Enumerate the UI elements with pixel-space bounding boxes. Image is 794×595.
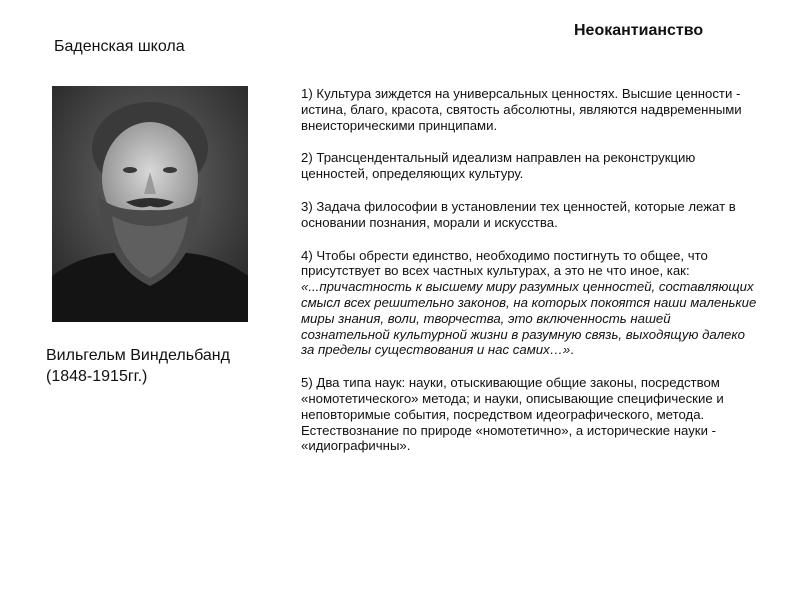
thesis-item: 2) Трансцендентальный идеализм направлен на реконструкцию ценностей, определяющих культуру. xyxy=(301,150,696,182)
caption-years: (1848-1915гг.) xyxy=(46,368,148,385)
slide-title: Неокантианство xyxy=(574,22,704,39)
thesis-item: 5) Два типа наук: науки, отыскивающие общие законы, посредством «номотетического» метода; и науки, описывающие специфические и неповторимые события, посредством идеографического, метода. Естествознание по природе «номотетично», а исторические науки - «идиографичны». xyxy=(301,375,724,454)
thesis-text: 4) Чтобы обрести единство, необходимо постигнуть то общее, что присутствует во всех частных культурах, а это не что иное, как: xyxy=(301,247,708,279)
portrait-caption xyxy=(46,345,230,387)
school-label: Баденская школа xyxy=(54,38,185,55)
thesis-item: 1) Культура зиждется на универсальных ценностях. Высшие ценности - истина, благо, красота, святость абсолютны, являются надвременными внеисторическими принципами. xyxy=(301,86,742,133)
portrait-photo xyxy=(52,86,248,322)
thesis-item xyxy=(301,248,761,359)
thesis-item: 3) Задача философии в установлении тех ценностей, которые лежат в основании познания, морали и искусства. xyxy=(301,198,736,230)
thesis-list xyxy=(301,86,761,471)
thesis-quote: «...причастность к высшему миру разумных ценностей, составляющих смысл всех решительно законов, на которых покоятся наши маленькие миры знания, воли, творчества, это включенность нашей сознательной культурной жизни в разумную связь, выходящую далеко за пределы существования и нас самих…» xyxy=(301,279,757,358)
caption-name: Вильгельм Виндельбанд xyxy=(46,347,230,364)
thesis-text-end: . xyxy=(570,342,574,358)
